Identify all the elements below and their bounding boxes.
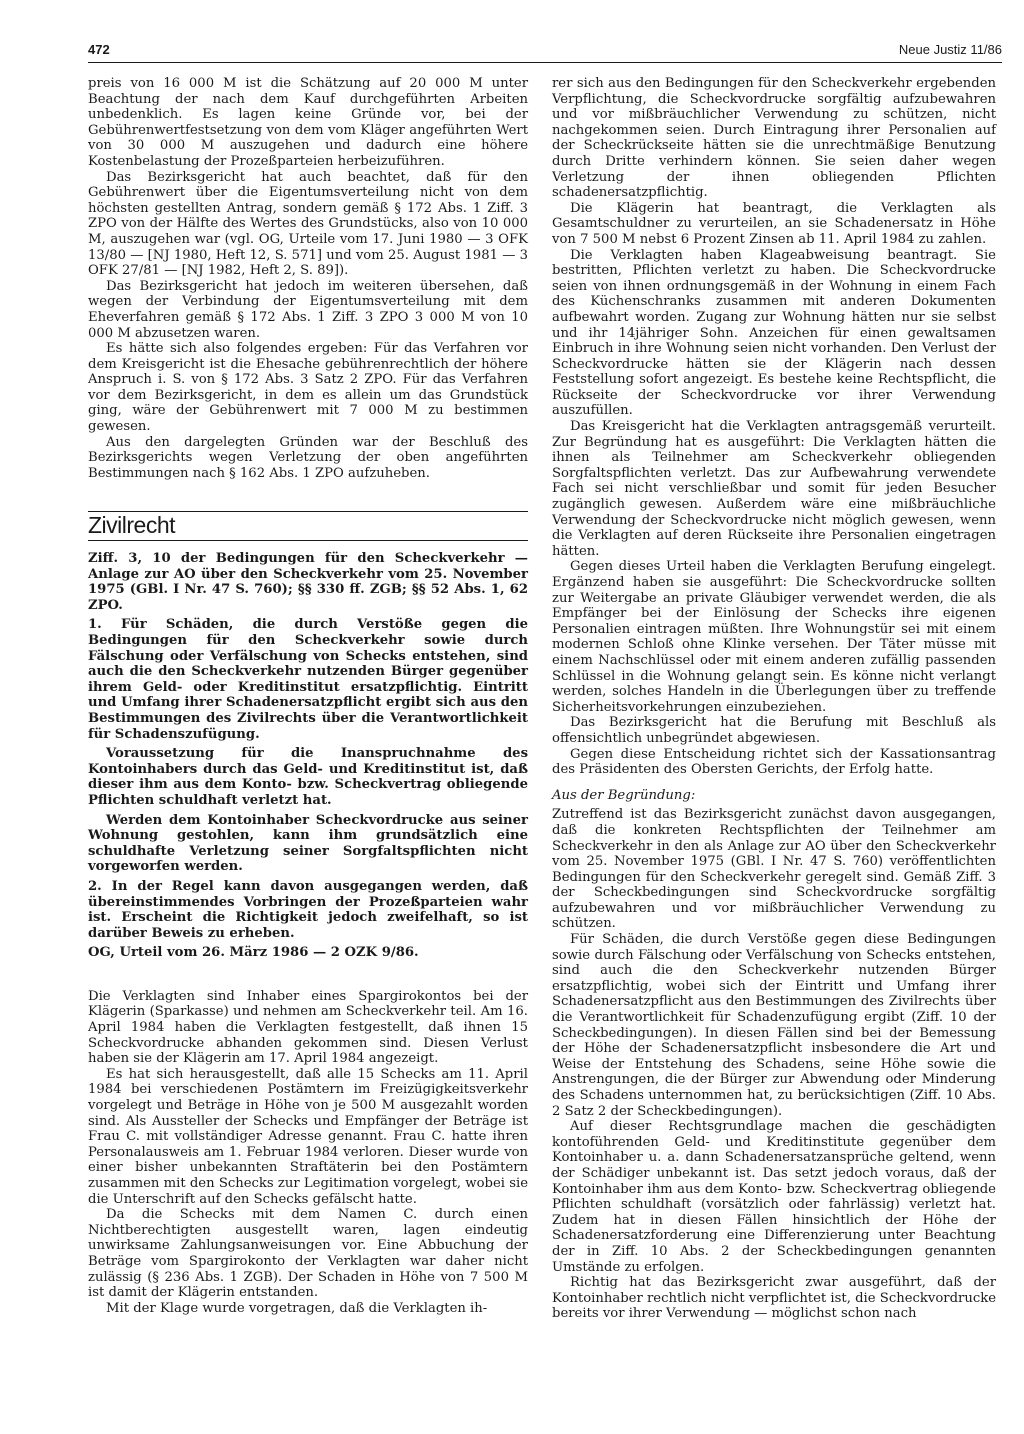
paragraph: Richtig hat das Bezirksgericht zwar ausgeführt, daß der Kontoinhaber rechtlich nicht verpflichtet ist, die Scheckvordrucke bereits vor ihrer Verwendung — möglichst schon nach xyxy=(552,1275,996,1322)
journal-title: Neue Justiz 11/86 xyxy=(898,42,1002,57)
headnote-citation: Ziff. 3, 10 der Bedingungen für den Scheckverkehr — Anlage zur AO über den Scheckverkehr vom 25. November 1975 (GBl. I Nr. 47 S. 760); §§ 330 ff. ZGB; §§ 52 Abs. 1, 62 ZPO. xyxy=(88,551,528,613)
section-title: Zivilrecht xyxy=(88,512,176,539)
spacer xyxy=(88,965,528,989)
headnote-point: 2. In der Regel kann davon ausgegangen werden, daß übereinstimmendes Vorbringen der Prozeßparteien wahr ist. Erscheint die Richtigkeit jedoch zweifelhaft, so ist darüber Beweis zu erheben. xyxy=(88,878,528,941)
paragraph: Gegen dieses Urteil haben die Verklagten Berufung eingelegt. Ergänzend haben sie ausgeführt: Die Scheckvordrucke sollten zur Weitergabe an private Gläubiger verwendet werden, die als Empfänger bei der Einlösung der Schecks ihre eigenen Personalien eintragen müßten. Ihre Wohnungstür sei mit einem modernen Schloß ohne Klinke versehen. Der Täter müsse mit einem Nachschlüssel oder mit einem anderen zufällig passenden Schlüssel in die Wohnung gelangt sein. Es könne nicht verlangt werden, solches Handeln in die Überlegungen über zu treffende Sicherheitsvorkehrungen einzubeziehen. xyxy=(552,559,996,715)
headnote-point: Werden dem Kontoinhaber Scheckvordrucke aus seiner Wohnung gestohlen, kann ihm grundsätzlich eine schuldhafte Verletzung seiner Sorgfaltspflichten nicht vorgeworfen werden. xyxy=(88,812,528,875)
left-column xyxy=(88,76,528,1316)
paragraph: rer sich aus den Bedingungen für den Scheckverkehr ergebenden Verpflichtung, die Scheckvordrucke sorgfältig aufzubewahren und vor mißbräuchlicher Verwendung zu schützen, nicht nachgekommen seien. Durch Eintragung ihrer Personalien auf der Scheckrückseite hätten sie die unrechtmäßige Benutzung durch Dritte verhindern können. Sie seien daher wegen Verletzung der ihnen obliegenden Pflichten schadenersatzpflichtig. xyxy=(552,76,996,201)
paragraph: Das Bezirksgericht hat die Berufung mit Beschluß als offensichtlich unbegründet abgewiesen. xyxy=(552,715,996,746)
paragraph: Zutreffend ist das Bezirksgericht zunächst davon ausgegangen, daß die konkreten Rechtspflichten der Teilnehmer am Scheckverkehr in den als Anlage zur AO über den Scheckverkehr vom 25. November 1975 (GBl. I Nr. 47 S. 760) veröffentlichten Bedingungen für den Scheckverkehr geregelt sind. Gemäß Ziff. 3 der Scheckbedingungen sind Scheckvordrucke sorgfältig aufzubewahren und vor mißbräuchlicher Verwendung zu schützen. xyxy=(552,807,996,932)
headnote-point: 1. Für Schäden, die durch Verstöße gegen die Bedingungen für den Scheckverkehr sowie durch Fälschung oder Verfälschung von Schecks entstehen, sind auch die den Scheckverkehr nutzenden Bürger gegenüber ihrem Geld- oder Kreditinstitut ersatzpflichtig. Eintritt und Umfang ihrer Schadenersatzpflicht ergibt sich aus den Bestimmungen des Zivilrechts über die Verantwortlichkeit für Schadenszufügung. xyxy=(88,617,528,742)
paragraph: Auf dieser Rechtsgrundlage machen die geschädigten kontoführenden Geld- und Kreditinstitute gegenüber dem Kontoinhaber u. a. dann Schadenersatzansprüche geltend, wenn der Schädiger unbekannt ist. Das setzt jedoch voraus, daß der Kontoinhaber ihm aus dem Konto- bzw. Scheckvertrag obliegende Pflichten schuldhaft (vorsätzlich oder fahrlässig) verletzt hat. Zudem hat in diesen Fällen hinsichtlich der Höhe der Schadenersatzforderung eine Differenzierung unter Beachtung der in Ziff. 10 Abs. 2 der Scheckbedingungen genannten Umstände zu erfolgen. xyxy=(552,1119,996,1275)
paragraph: Das Bezirksgericht hat jedoch im weiteren übersehen, daß wegen der Verbindung der Eigentumsverteilung mit dem Eheverfahren gemäß § 172 Abs. 1 Ziff. 3 ZPO 3 000 M von 10 000 M abzusetzen waren. xyxy=(88,278,528,341)
paragraph: Aus den dargelegten Gründen war der Beschluß des Bezirksgerichts wegen Verletzung der oben angeführten Bestimmungen nach § 162 Abs. 1 ZPO aufzuheben. xyxy=(88,434,528,481)
page-number: 472 xyxy=(88,42,110,57)
paragraph: Das Kreisgericht hat die Verklagten antragsgemäß verurteilt. Zur Begründung hat es ausgeführt: Die Verklagten hätten die ihnen als Teilnehmer am Scheckverkehr obliegenden Sorgfaltspflichten verletzt. Das zur Aufbewahrung verwendete Fach sei nicht verschließbar und somit für jeden Besucher zugänglich gewesen. Außerdem wäre eine mißbräuchliche Verwendung der Scheckvordrucke nicht möglich gewesen, wenn die Verklagten auf deren Rückseite ihre Personalien eingetragen hätten. xyxy=(552,419,996,559)
reasoning-heading: Aus der Begründung: xyxy=(552,787,696,803)
paragraph: Für Schäden, die durch Verstöße gegen diese Bedingungen sowie durch Fälschung oder Verfälschung von Schecks entstehen, sind auch die den Scheckverkehr nutzenden Bürger ersatzpflichtig, wobei sich der Eintritt und Umfang ihrer Schadenersatzpflicht aus den Bestimmungen des Zivilrechts über die Verantwortlichkeit für Schadenzufügung ergibt (Ziff. 10 der Scheckbedingungen). In diesen Fällen sind bei der Bemessung der Höhe der Schadenersatzpflicht insbesondere die Art und Weise der Entstehung des Schadens, seine Höhe sowie die Anstrengungen, die der Bürger zur Abwendung oder Minderung des Schadens unternommen hat, zu berücksichtigen (Ziff. 10 Abs. 2 Satz 2 der Scheckbedingungen). xyxy=(552,932,996,1119)
paragraph: Mit der Klage wurde vorgetragen, daß die Verklagten ih- xyxy=(106,1300,488,1316)
court-citation: OG, Urteil vom 26. März 1986 — 2 OZK 9/86. xyxy=(88,945,419,961)
paragraph: preis von 16 000 M ist die Schätzung auf 20 000 M unter Beachtung der nach dem Kauf durchgeführten Arbeiten unbedenklich. Es lagen keine Gründe vor, bei der Gebührenwertfestsetzung von dem vom Kläger angeführten Wert von 30 000 M auszugehen und dadurch eine höhere Kostenbelastung der Prozeßparteien herbeizuführen. xyxy=(88,76,528,169)
page-header xyxy=(88,42,1002,68)
headnote xyxy=(88,551,528,989)
paragraph: Es hätte sich also folgendes ergeben: Für das Verfahren vor dem Kreisgericht ist die Ehesache gebührenrechtlich der höhere Anspruch i. S. von § 172 Abs. 3 Satz 2 ZPO. Für das Verfahren vor dem Bezirksgericht, in dem es allein um das Grundstück ging, wäre der Gebührenwert mit 7 000 M zu bestimmen gewesen. xyxy=(88,341,528,435)
paragraph: Die Klägerin hat beantragt, die Verklagten als Gesamtschuldner zu verurteilen, an sie Schadenersatz in Höhe von 7 500 M nebst 6 Prozent Zinsen ab 11. April 1984 zu zahlen. xyxy=(552,200,996,247)
header-rule xyxy=(88,62,1002,63)
paragraph: Es hat sich herausgestellt, daß alle 15 Schecks am 11. April 1984 bei verschiedenen Postämtern im Freizügigkeitsverkehr vorgelegt und Beträge in Höhe von je 500 M ausgezahlt worden sind. Als Aussteller der Schecks und Empfänger der Beträge ist Frau C. mit vollständiger Adresse genannt. Frau C. hatte ihren Personalausweis am 1. Februar 1984 verloren. Dieser wurde von einer bisher unbekannten Straftäterin bei den Postämtern zusammen mit den Schecks zur Legitimation vorgelegt, wobei sie die Unterschrift auf den Schecks gefälscht hatte. xyxy=(88,1066,528,1207)
paragraph: Da die Schecks mit dem Namen C. durch einen Nichtberechtigten ausgestellt waren, lagen eindeutig unwirksame Zahlungsanweisungen vor. Eine Abbuchung der Beträge vom Spargirokonto der Verklagten war daher nicht zulässig (§ 236 Abs. 1 ZGB). Der Schaden in Höhe von 7 500 M ist damit der Klägerin entstanden. xyxy=(88,1207,528,1301)
headnote-point: Voraussetzung für die Inanspruchnahme des Kontoinhabers durch das Geld- und Kreditinstitut ist, daß dieser ihm aus dem Konto- bzw. Scheckvertrag obliegende Pflichten schuldhaft verletzt hat. xyxy=(88,746,528,808)
paragraph: Die Verklagten sind Inhaber eines Spargirokontos bei der Klägerin (Sparkasse) und nehmen am Scheckverkehr teil. Am 16. April 1984 haben die Verklagten festgestellt, daß ihnen 15 Scheckvordrucke abhanden gekommen sind. Diesen Verlust haben sie der Klägerin am 17. April 1984 angezeigt. xyxy=(88,988,528,1067)
section-rule xyxy=(88,540,528,541)
right-column xyxy=(552,76,996,1322)
paragraph: Die Verklagten haben Klageabweisung beantragt. Sie bestritten, Pflichten verletzt zu haben. Die Scheckvordrucke seien von ihnen ordnungsgemäß in der Wohnung in einem Fach des Küchenschranks zusammen mit anderen Dokumenten aufbewahrt worden. Zugang zur Wohnung hätten nur sie selbst und ihr 14jähriger Sohn. Anzeichen für einen gewaltsamen Einbruch in ihre Wohnung seien nicht vorhanden. Den Verlust der Scheckvordrucke hätten sie der Klägerin nach dessen Feststellung sofort angezeigt. Es bestehe keine Rechtspflicht, die Rückseite der Scheckvordrucke vor ihrer Verwendung auszufüllen. xyxy=(552,247,996,419)
paragraph: Das Bezirksgericht hat auch beachtet, daß für den Gebührenwert über die Eigentumsverteilung nicht von dem höchsten gestellten Antrag, sondern gemäß § 172 Abs. 1 Ziff. 3 ZPO von der Hälfte des Wertes des Grundstücks, also von 10 000 M, auszugehen war (vgl. OG, Urteile vom 17. Juni 1980 — 3 OFK 13/80 — [NJ 1980, Heft 12, S. 571] und vom 25. August 1981 — 3 OFK 27/81 — [NJ 1982, Heft 2, S. 89]). xyxy=(88,169,528,279)
paragraph: Gegen diese Entscheidung richtet sich der Kassationsantrag des Präsidenten des Obersten Gerichts, der Erfolg hatte. xyxy=(552,746,996,778)
